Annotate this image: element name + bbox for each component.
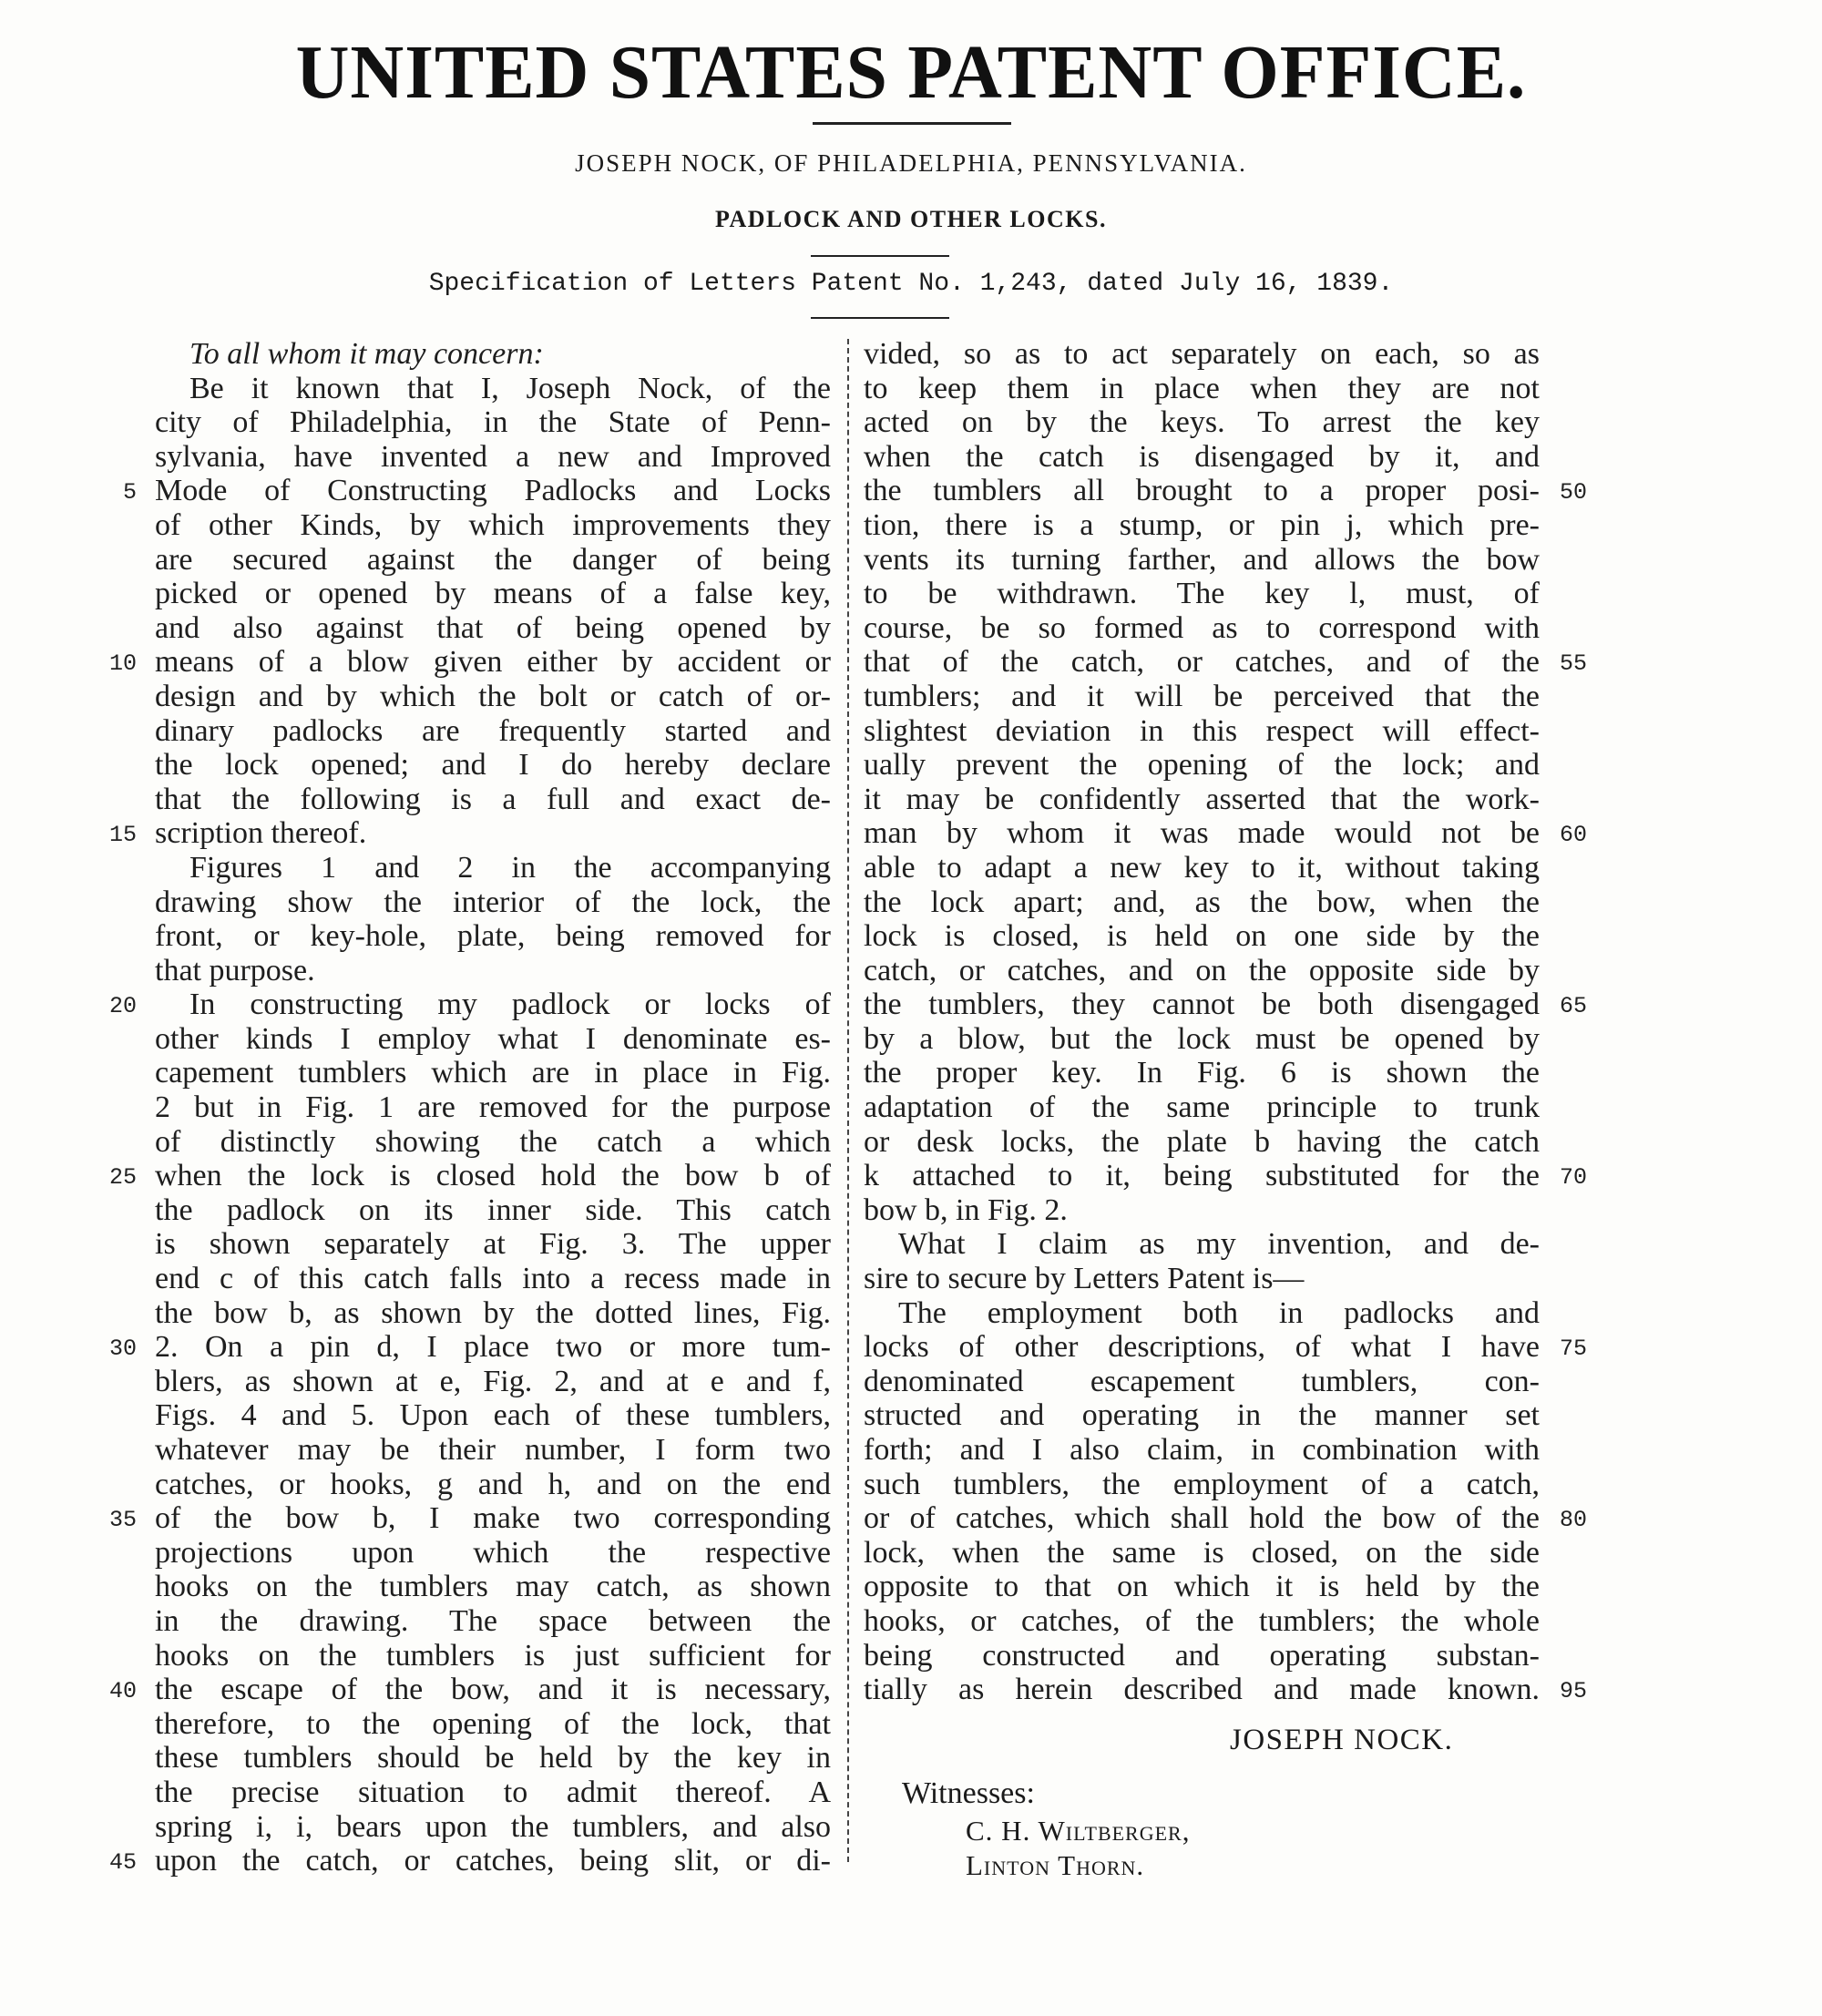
- text-line: Mode of Constructing Padlocks and Locks: [155, 474, 831, 508]
- text-line: hooks, or catches, of the tumblers; the whole: [864, 1603, 1540, 1638]
- text-line: 2. On a pin d, I place two or more tum-: [155, 1330, 831, 1365]
- witness-name: C. H. Wiltberger,: [966, 1815, 1191, 1847]
- text-line: catch, or catches, and on the opposite side by: [864, 953, 1540, 988]
- text-line: by a blow, but the lock must be opened by: [864, 1021, 1540, 1056]
- text-line: adaptation of the same principle to trunk: [864, 1090, 1540, 1125]
- text-line: of other Kinds, by which improvements they: [155, 507, 831, 542]
- subject-line: PADLOCK AND OTHER LOCKS.: [715, 206, 1107, 232]
- text-line: of distinctly showing the catch a which: [155, 1124, 831, 1159]
- inventor-line: JOSEPH NOCK, OF PHILADELPHIA, PENNSYLVANIA.: [575, 149, 1247, 177]
- spec-rule: [811, 317, 949, 319]
- text-line: drawing show the interior of the lock, the: [155, 885, 831, 919]
- text-line: that purpose.: [155, 953, 315, 988]
- text-line: hooks on the tumblers is just sufficient for: [155, 1638, 831, 1673]
- text-line: the proper key. In Fig. 6 is shown the: [864, 1056, 1540, 1090]
- line-number: 95: [1560, 1678, 1588, 1705]
- text-line: 2 but in Fig. 1 are removed for the purpose: [155, 1090, 831, 1125]
- text-line: course, be so formed as to correspond with: [864, 610, 1540, 645]
- text-line: slightest deviation in this respect will effect-: [864, 713, 1540, 748]
- text-line: scription thereof.: [155, 816, 367, 851]
- text-line: upon the catch, or catches, being slit, or di-: [155, 1844, 831, 1878]
- text-line: when the catch is disengaged by it, and: [864, 439, 1540, 474]
- text-line: it may be confidently asserted that the work-: [864, 782, 1540, 816]
- text-line: sire to secure by Letters Patent is—: [864, 1262, 1305, 1296]
- text-line: lock, when the same is closed, on the side: [864, 1535, 1540, 1570]
- text-line: the escape of the bow, and it is necessary,: [155, 1673, 831, 1707]
- line-number: 55: [1560, 650, 1588, 678]
- witnesses-label: Witnesses:: [902, 1776, 1035, 1810]
- text-line: bow b, in Fig. 2.: [864, 1192, 1068, 1227]
- line-number: 75: [1560, 1335, 1588, 1363]
- text-line: to keep them in place when they are not: [864, 371, 1540, 405]
- text-line: end c of this catch falls into a recess made in: [155, 1262, 831, 1296]
- text-line: blers, as shown at e, Fig. 2, and at e and f,: [155, 1364, 831, 1398]
- text-line: denominated escapement tumblers, con-: [864, 1364, 1540, 1398]
- text-line: the tumblers all brought to a proper posi-: [864, 474, 1540, 508]
- line-number: 45: [108, 1849, 137, 1877]
- text-line: man by whom it was made would not be: [864, 816, 1540, 851]
- text-line: the tumblers, they cannot be both disengaged: [864, 988, 1540, 1022]
- line-number: 5: [122, 479, 137, 507]
- text-line: other kinds I employ what I denominate es-: [155, 1021, 831, 1056]
- text-line: catches, or hooks, g and h, and on the end: [155, 1467, 831, 1501]
- text-line: To all whom it may concern:: [189, 337, 544, 371]
- text-line: Figures 1 and 2 in the accompanying: [189, 850, 831, 885]
- text-line: capement tumblers which are in place in Fig.: [155, 1056, 831, 1090]
- text-line: locks of other descriptions, of what I have: [864, 1330, 1540, 1365]
- text-line: dinary padlocks are frequently started and: [155, 713, 831, 748]
- text-line: projections upon which the respective: [155, 1535, 831, 1570]
- line-number: 60: [1560, 822, 1588, 849]
- text-line: or desk locks, the plate b having the catch: [864, 1124, 1540, 1159]
- signature: JOSEPH NOCK.: [1230, 1724, 1454, 1756]
- line-number: 10: [108, 650, 137, 678]
- text-line: to be withdrawn. The key l, must, of: [864, 577, 1540, 611]
- text-line: forth; and I also claim, in combination with: [864, 1433, 1540, 1467]
- line-number: 15: [108, 822, 137, 849]
- text-line: city of Philadelphia, in the State of Penn-: [155, 405, 831, 440]
- text-line: opposite to that on which it is held by the: [864, 1570, 1540, 1604]
- text-line: are secured against the danger of being: [155, 542, 831, 577]
- witness-name: Linton Thorn.: [966, 1849, 1145, 1881]
- text-line: the lock opened; and I do hereby declare: [155, 748, 831, 783]
- text-line: In constructing my padlock or locks of: [189, 988, 831, 1022]
- left-text-column: [155, 337, 831, 1878]
- text-line: that of the catch, or catches, and of the: [864, 645, 1540, 680]
- line-number: 65: [1560, 993, 1588, 1020]
- text-line: or of catches, which shall hold the bow of the: [864, 1501, 1540, 1536]
- text-line: of the bow b, I make two corresponding: [155, 1501, 831, 1536]
- text-line: vents its turning farther, and allows the bow: [864, 542, 1540, 577]
- line-number: 70: [1560, 1164, 1588, 1192]
- title-rule: [813, 122, 1011, 125]
- text-line: being constructed and operating substan-: [864, 1638, 1540, 1673]
- text-line: k attached to it, being substituted for the: [864, 1159, 1540, 1193]
- line-number: 35: [108, 1507, 137, 1534]
- text-line: these tumblers should be held by the key in: [155, 1741, 831, 1776]
- text-line: able to adapt a new key to it, without taking: [864, 850, 1540, 885]
- text-line: hooks on the tumblers may catch, as shown: [155, 1570, 831, 1604]
- text-line: The employment both in padlocks and: [898, 1295, 1540, 1330]
- text-line: when the lock is closed hold the bow b of: [155, 1159, 831, 1193]
- line-number: 40: [108, 1678, 137, 1705]
- text-line: design and by which the bolt or catch of or-: [155, 679, 831, 713]
- column-divider: [847, 339, 849, 1862]
- text-line: tumblers; and it will be perceived that the: [864, 679, 1540, 713]
- text-line: Be it known that I, Joseph Nock, of the: [189, 371, 831, 405]
- text-line: tially as herein described and made known.: [864, 1673, 1540, 1707]
- text-line: vided, so as to act separately on each, so as: [864, 337, 1540, 371]
- text-line: and also against that of being opened by: [155, 610, 831, 645]
- text-line: What I claim as my invention, and de-: [898, 1227, 1540, 1262]
- text-line: whatever may be their number, I form two: [155, 1433, 831, 1467]
- text-line: the bow b, as shown by the dotted lines, Fig.: [155, 1295, 831, 1330]
- text-line: acted on by the keys. To arrest the key: [864, 405, 1540, 440]
- line-number: 25: [108, 1164, 137, 1192]
- line-number: 50: [1560, 479, 1588, 507]
- text-line: therefore, to the opening of the lock, that: [155, 1706, 831, 1741]
- specification-line: Specification of Letters Patent No. 1,243, dated July 16, 1839.: [428, 270, 1394, 298]
- text-line: the precise situation to admit thereof. A: [155, 1775, 831, 1809]
- text-line: is shown separately at Fig. 3. The upper: [155, 1227, 831, 1262]
- text-line: means of a blow given either by accident or: [155, 645, 831, 680]
- line-number: 20: [108, 993, 137, 1020]
- text-line: the lock apart; and, as the bow, when the: [864, 885, 1540, 919]
- text-line: Figs. 4 and 5. Upon each of these tumblers,: [155, 1398, 831, 1433]
- text-line: in the drawing. The space between the: [155, 1603, 831, 1638]
- text-line: ually prevent the opening of the lock; and: [864, 748, 1540, 783]
- text-line: tion, there is a stump, or pin j, which pre-: [864, 507, 1540, 542]
- document-title: UNITED STATES PATENT OFFICE.: [295, 30, 1527, 115]
- text-line: front, or key-hole, plate, being removed for: [155, 919, 831, 954]
- text-line: such tumblers, the employment of a catch,: [864, 1467, 1540, 1501]
- text-line: sylvania, have invented a new and Improved: [155, 439, 831, 474]
- right-text-column: [864, 337, 1540, 1707]
- text-line: structed and operating in the manner set: [864, 1398, 1540, 1433]
- line-number: 80: [1560, 1507, 1588, 1534]
- text-line: picked or opened by means of a false key,: [155, 577, 831, 611]
- subject-rule: [811, 255, 949, 257]
- text-line: the padlock on its inner side. This catch: [155, 1192, 831, 1227]
- text-line: lock is closed, is held on one side by the: [864, 919, 1540, 954]
- text-line: spring i, i, bears upon the tumblers, and also: [155, 1809, 831, 1844]
- text-line: that the following is a full and exact de-: [155, 782, 831, 816]
- line-number: 30: [108, 1335, 137, 1363]
